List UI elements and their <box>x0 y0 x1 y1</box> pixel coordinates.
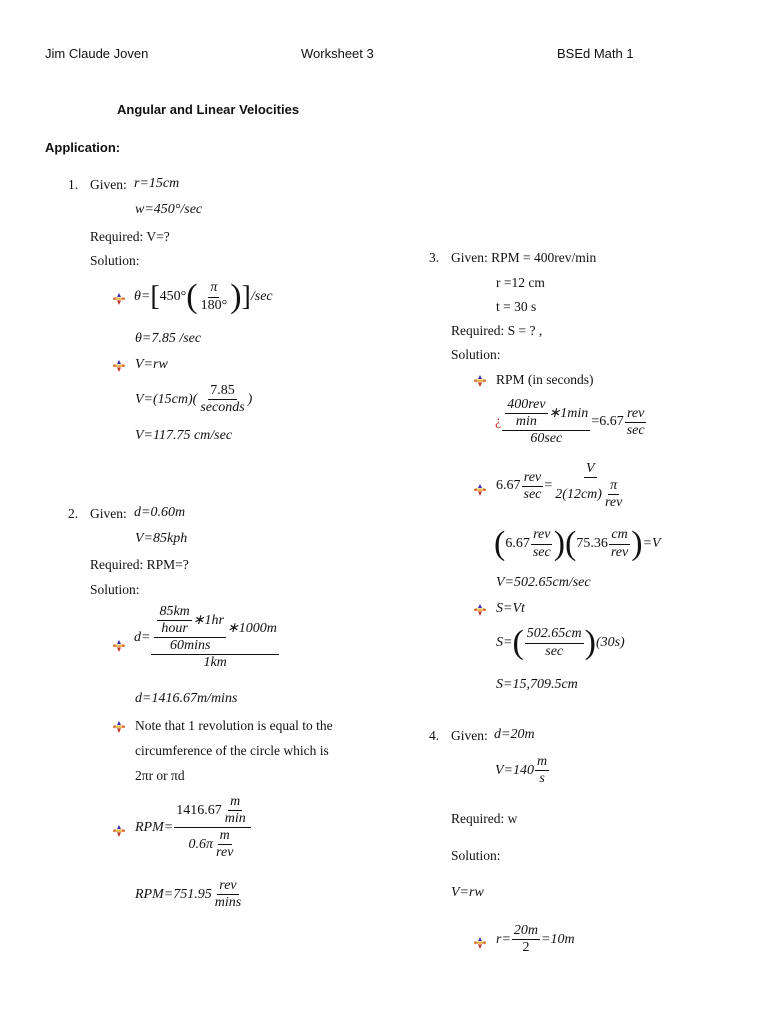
rpm-frac-den <box>187 828 239 861</box>
worksheet-label: Worksheet 3 <box>301 46 374 61</box>
frac-den: sec <box>626 422 645 438</box>
r-lhs: r= <box>496 931 511 947</box>
problem-3-number: 3. <box>429 250 440 265</box>
n1416: 1416.67 <box>176 802 222 818</box>
frac-den: mins <box>214 895 242 911</box>
bracket-close: ] <box>241 281 251 312</box>
problem-2-rpm-result <box>135 878 244 911</box>
section-heading: Application: <box>45 140 121 155</box>
rpm-res-lhs: RPM=751.95 <box>135 886 212 902</box>
785-over-seconds-fraction <box>198 383 246 416</box>
problem-2-note-line-3: 2πr or πd <box>135 768 185 783</box>
bullet-icon <box>113 293 125 305</box>
rpm-frac-num <box>174 794 251 828</box>
conversion-den: 60sec <box>530 431 563 447</box>
rev-per-min-fraction <box>505 397 547 430</box>
problem-3-r: r =12 cm <box>496 275 545 290</box>
rpm-fraction <box>174 794 251 861</box>
frac-den <box>553 478 627 511</box>
conversion-num <box>502 397 590 431</box>
problem-4-v <box>495 754 550 787</box>
bullet-icon <box>113 640 125 652</box>
problem-1-v-result: V=117.75 cm/sec <box>135 428 233 443</box>
paren-close: ) <box>247 391 253 407</box>
frac-den: sec <box>523 486 542 502</box>
frac-num: m <box>228 794 242 811</box>
problem-4-solution: Solution: <box>451 848 501 863</box>
problem-4-given-label: Given: <box>451 728 488 743</box>
problem-2-solution: Solution: <box>90 582 140 597</box>
problem-2-note-line-2: circumference of the circle which is <box>135 743 329 758</box>
frac-num: π <box>208 280 219 297</box>
inner-num <box>154 604 226 638</box>
problem-3-required: Required: S = ? , <box>451 323 543 338</box>
theta-deg: 450° <box>159 289 187 304</box>
pi-over-180-fraction <box>199 280 230 313</box>
one-min: ∗1min <box>548 405 589 421</box>
m-per-s-fraction <box>535 754 549 787</box>
per-sec: /sec <box>250 289 273 304</box>
author-name: Jim Claude Joven <box>45 46 149 61</box>
problem-1-required: Required: V=? <box>90 229 170 244</box>
rev-per-sec-fraction <box>522 470 544 503</box>
problem-3-s-vt: S=Vt <box>496 601 525 616</box>
big-frac-num <box>151 604 278 655</box>
problem-2-v: V=85kph <box>135 531 188 546</box>
problem-2-required: Required: RPM=? <box>90 557 189 572</box>
frac-den: min <box>515 414 537 430</box>
cm-per-sec-fraction <box>525 626 584 659</box>
20m-over-2-fraction <box>512 923 540 956</box>
problem-4-d: d=20m <box>494 727 535 742</box>
problem-3-v-product: ( 6.67 $\frac{\text{rev}}{\sec}$ )( 75.36 $\frac{cm}{\text{rev}}$ ) =V <box>494 525 661 562</box>
d06pi: 0.6π <box>188 836 214 852</box>
n7536: 75.36 <box>576 536 608 551</box>
big-fraction <box>151 604 278 671</box>
frac-num: m <box>218 828 232 845</box>
rpm-lhs: RPM= <box>135 819 174 835</box>
frac-den: rev <box>216 845 234 861</box>
frac-den: sec <box>532 544 551 560</box>
problem-2-number: 2. <box>68 506 79 521</box>
problem-3-bullet-rpm-seconds: RPM (in seconds) <box>496 372 594 387</box>
problem-4-v-rw: V=rw <box>451 885 484 900</box>
frac-num: 85km <box>157 604 191 621</box>
frac-num: rev <box>217 878 238 895</box>
frac-num: rev <box>531 527 552 544</box>
frac-num: π <box>608 478 619 495</box>
v-over-circumference-fraction <box>553 461 627 511</box>
r-res: =10m <box>541 931 575 947</box>
bullet-icon <box>474 937 486 949</box>
problem-3-s-substitution: S= ( $\frac{502.65cm}{\sec}$ ) (30s) <box>496 624 625 661</box>
frac-den: rev <box>610 544 629 560</box>
problem-2-d-result: d=1416.67m/mins <box>135 691 238 706</box>
frac-num: V <box>584 461 597 478</box>
problem-1-given-label: Given: <box>90 177 127 192</box>
pi-per-rev-fraction <box>603 478 624 511</box>
bullet-icon <box>474 604 486 616</box>
problem-1-solution: Solution: <box>90 253 140 268</box>
problem-3-s-result: S=15,709.5cm <box>496 677 578 692</box>
frac-den: hour <box>161 621 188 637</box>
problem-1-theta-equation <box>134 280 273 314</box>
page-title: Angular and Linear Velocities <box>117 102 300 117</box>
eq-v: =V <box>642 536 661 551</box>
problem-4-r-equation <box>496 923 575 956</box>
v-lhs: V=140 <box>495 762 534 778</box>
problem-2-given-label: Given: <box>90 506 127 521</box>
frac-den: 2 <box>522 940 530 956</box>
problem-1-theta-result: θ=7.85 /sec <box>135 331 202 346</box>
d-lhs: d= <box>134 629 151 645</box>
paren-close: ) <box>230 278 242 315</box>
bullet-icon <box>474 484 486 496</box>
frac-num: rev <box>625 406 646 423</box>
m-per-rev-fraction <box>214 828 235 861</box>
frac-den: sec <box>545 643 564 659</box>
problem-2-d-equation <box>134 604 280 671</box>
problem-2-d: d=0.60m <box>134 505 186 520</box>
big-frac-den: 1km <box>203 655 227 671</box>
frac-num: 502.65cm <box>525 626 584 643</box>
frac-den: min <box>224 811 246 827</box>
problem-3-rpm-conversion <box>495 397 648 447</box>
paren-open: ( <box>186 278 198 315</box>
theta-lhs: θ= <box>134 289 151 304</box>
m-per-min-fraction <box>223 794 248 827</box>
inner-fraction <box>154 604 226 654</box>
inner-den: 60mins <box>169 638 211 654</box>
problem-1-number: 1. <box>68 177 79 192</box>
rev-per-sec-fraction <box>625 406 647 439</box>
frac-den: s <box>539 771 545 787</box>
frac-num: 7.85 <box>208 383 237 400</box>
problem-1-r: r=15cm <box>134 176 180 191</box>
problem-2-rpm-equation <box>135 794 252 861</box>
eq667: =6.67 <box>591 414 624 430</box>
frac-den: rev <box>604 495 623 511</box>
problem-1-v-rw: V=rw <box>135 357 168 372</box>
problem-2-note-line-1: Note that 1 revolution is equal to the <box>135 718 333 733</box>
cm-per-rev-fraction <box>609 527 630 560</box>
rev-per-sec-fraction <box>531 527 553 560</box>
km-per-hour-fraction <box>157 604 191 637</box>
problem-4-required: Required: w <box>451 811 518 826</box>
question-glyph: ¿ <box>495 414 502 430</box>
frac-num: rev <box>522 470 543 487</box>
bullet-icon <box>474 375 486 387</box>
frac-num: 20m <box>512 923 540 940</box>
two-12cm: 2(12cm) <box>555 486 602 502</box>
frac-num: cm <box>609 527 629 544</box>
thousand-m: ∗1000m <box>226 621 277 637</box>
v-sub-lhs: V=(15cm)( <box>135 391 198 407</box>
problem-4-number: 4. <box>429 728 440 743</box>
s-lhs: S= <box>496 635 513 650</box>
eq3-lhs: 6.67 <box>505 536 530 551</box>
eq2-lhs: 6.67 <box>496 478 521 494</box>
frac-num: m <box>535 754 549 771</box>
bullet-icon <box>113 825 125 837</box>
problem-3-v-equation: 6.67 $\frac{\text{rev}}{\sec}$ = V 2(12cm) $\frac{\pi}{\text{rev}}$ <box>496 461 628 511</box>
problem-1-w: w=450°/sec <box>135 202 203 217</box>
one-hr: ∗1hr <box>192 612 224 628</box>
problem-3-v-result: V=502.65cm/sec <box>496 575 591 590</box>
s30: (30s) <box>595 635 625 650</box>
problem-3-t: t = 30 s <box>496 299 537 314</box>
problem-3-given: Given: RPM = 400rev/min <box>451 250 597 265</box>
course-label: BSEd Math 1 <box>557 46 634 61</box>
frac-num: 400rev <box>505 397 547 414</box>
problem-1-v-substitution <box>135 383 252 416</box>
bullet-icon <box>113 721 125 733</box>
frac-den: seconds <box>200 400 245 416</box>
bracket-open: [ <box>150 281 160 312</box>
frac-den: 180° <box>200 297 228 313</box>
conversion-fraction <box>502 397 590 447</box>
rev-per-mins-fraction <box>213 878 243 911</box>
bullet-icon <box>113 360 125 372</box>
problem-3-solution: Solution: <box>451 347 501 362</box>
